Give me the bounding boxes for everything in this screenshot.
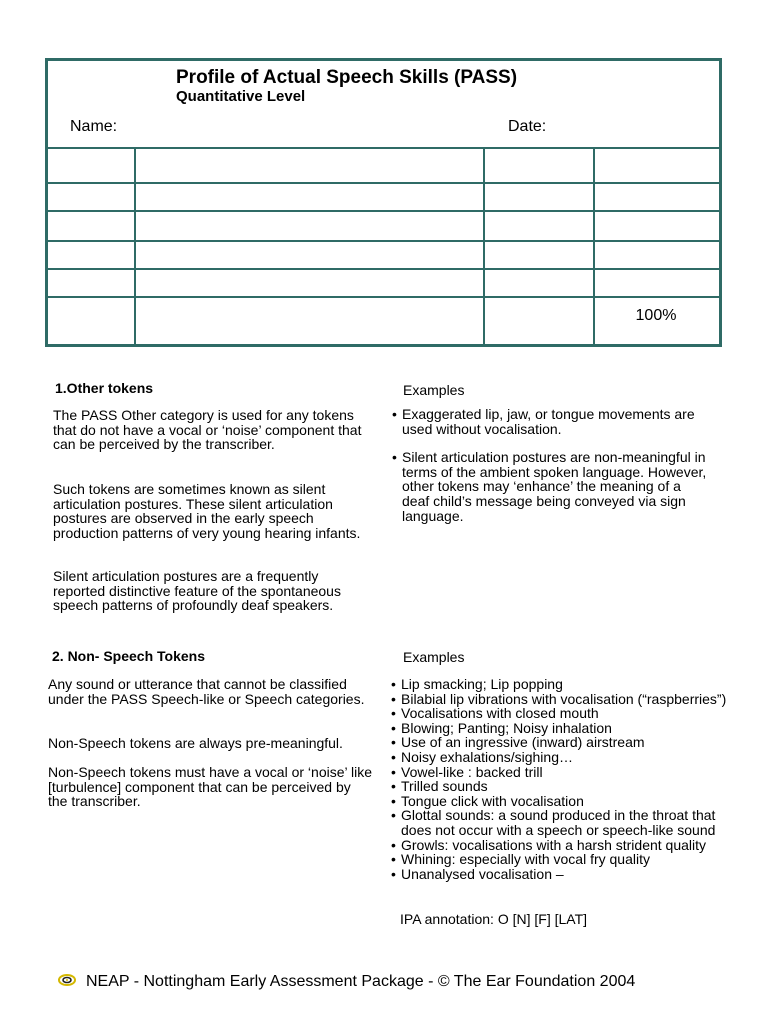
footer-text: NEAP - Nottingham Early Assessment Package - © The Ear Foundation 2004 [86,973,636,991]
example-item: • Vowel-like : backed trill [391,765,741,780]
section1-paragraph: The PASS Other category is used for any tokens that do not have a vocal or ‘noise’ component that can be perceived by the transcriber. [53,407,362,453]
form-title: Profile of Actual Speech Skills (PASS) [176,67,518,88]
row-divider [48,182,719,184]
section2-paragraph: Any sound or utterance that cannot be classified under the PASS Speech-like or Speech categories. [48,676,365,707]
section1-paragraph: Such tokens are sometimes known as silent articulation postures. These silent articulation postures are observed in the early speech production patterns of very young hearing infants. [53,481,361,541]
section1-examples-heading: Examples [403,382,465,398]
pass-form-table [45,58,722,347]
column-divider [483,149,485,344]
example-item: • Vocalisations with closed mouth [391,706,741,721]
example-item: • Silent articulation postures are non-meaningful in terms of the ambient spoken language. However, other tokens may ‘enhance’ the meaning of a deaf child’s message being conveyed via sign language. [392,450,712,523]
section2-examples-list [391,677,741,881]
row-divider [48,210,719,212]
example-item: • Whining: especially with vocal fry quality [391,852,741,867]
ipa-annotation-line: IPA annotation: O [N] [F] [LAT] [400,911,588,927]
row-divider [48,268,719,270]
example-item: • Use of an ingressive (inward) airstream [391,735,741,750]
row-divider [48,296,719,298]
section2-paragraph: Non-Speech tokens are always pre-meaningful. [48,735,343,751]
date-label: Date: [508,118,547,135]
section2-paragraph: Non-Speech tokens must have a vocal or ‘noise’ like [turbulence] component that can be perceived by the transcriber. [48,764,372,810]
example-item: • Noisy exhalations/sighing… [391,750,741,765]
example-item: • Exaggerated lip, jaw, or tongue movements are used without vocalisation. [392,407,712,436]
footer [58,973,635,991]
section1-heading: 1.Other tokens [55,380,154,396]
example-item: • Trilled sounds [391,779,741,794]
name-label: Name: [70,118,118,135]
section2-examples-heading: Examples [403,649,465,665]
example-item: • Bilabial lip vibrations with vocalisation (“raspberries”) [391,692,741,707]
example-item: • Blowing; Panting; Noisy inhalation [391,721,741,736]
row-divider [48,240,719,242]
form-subtitle: Quantitative Level [176,88,306,105]
section1-examples-list [392,407,712,523]
total-percent-cell: 100% [635,307,677,324]
section1-paragraph: Silent articulation postures are a frequently reported distinctive feature of the spontaneous speech patterns of profoundly deaf speakers. [53,568,341,614]
form-header [48,61,719,149]
section2-heading: 2. Non- Speech Tokens [52,648,205,664]
example-item: • Unanalysed vocalisation – [391,867,741,882]
form-grid [48,149,719,344]
example-item: • Glottal sounds: a sound produced in the throat that does not occur with a speech or speech-like sound [391,808,741,837]
column-divider [134,149,136,344]
example-item: • Lip smacking; Lip popping [391,677,741,692]
example-item: • Tongue click with vocalisation [391,794,741,809]
example-item: • Growls: vocalisations with a harsh strident quality [391,838,741,853]
spiral-logo-icon [58,973,76,991]
